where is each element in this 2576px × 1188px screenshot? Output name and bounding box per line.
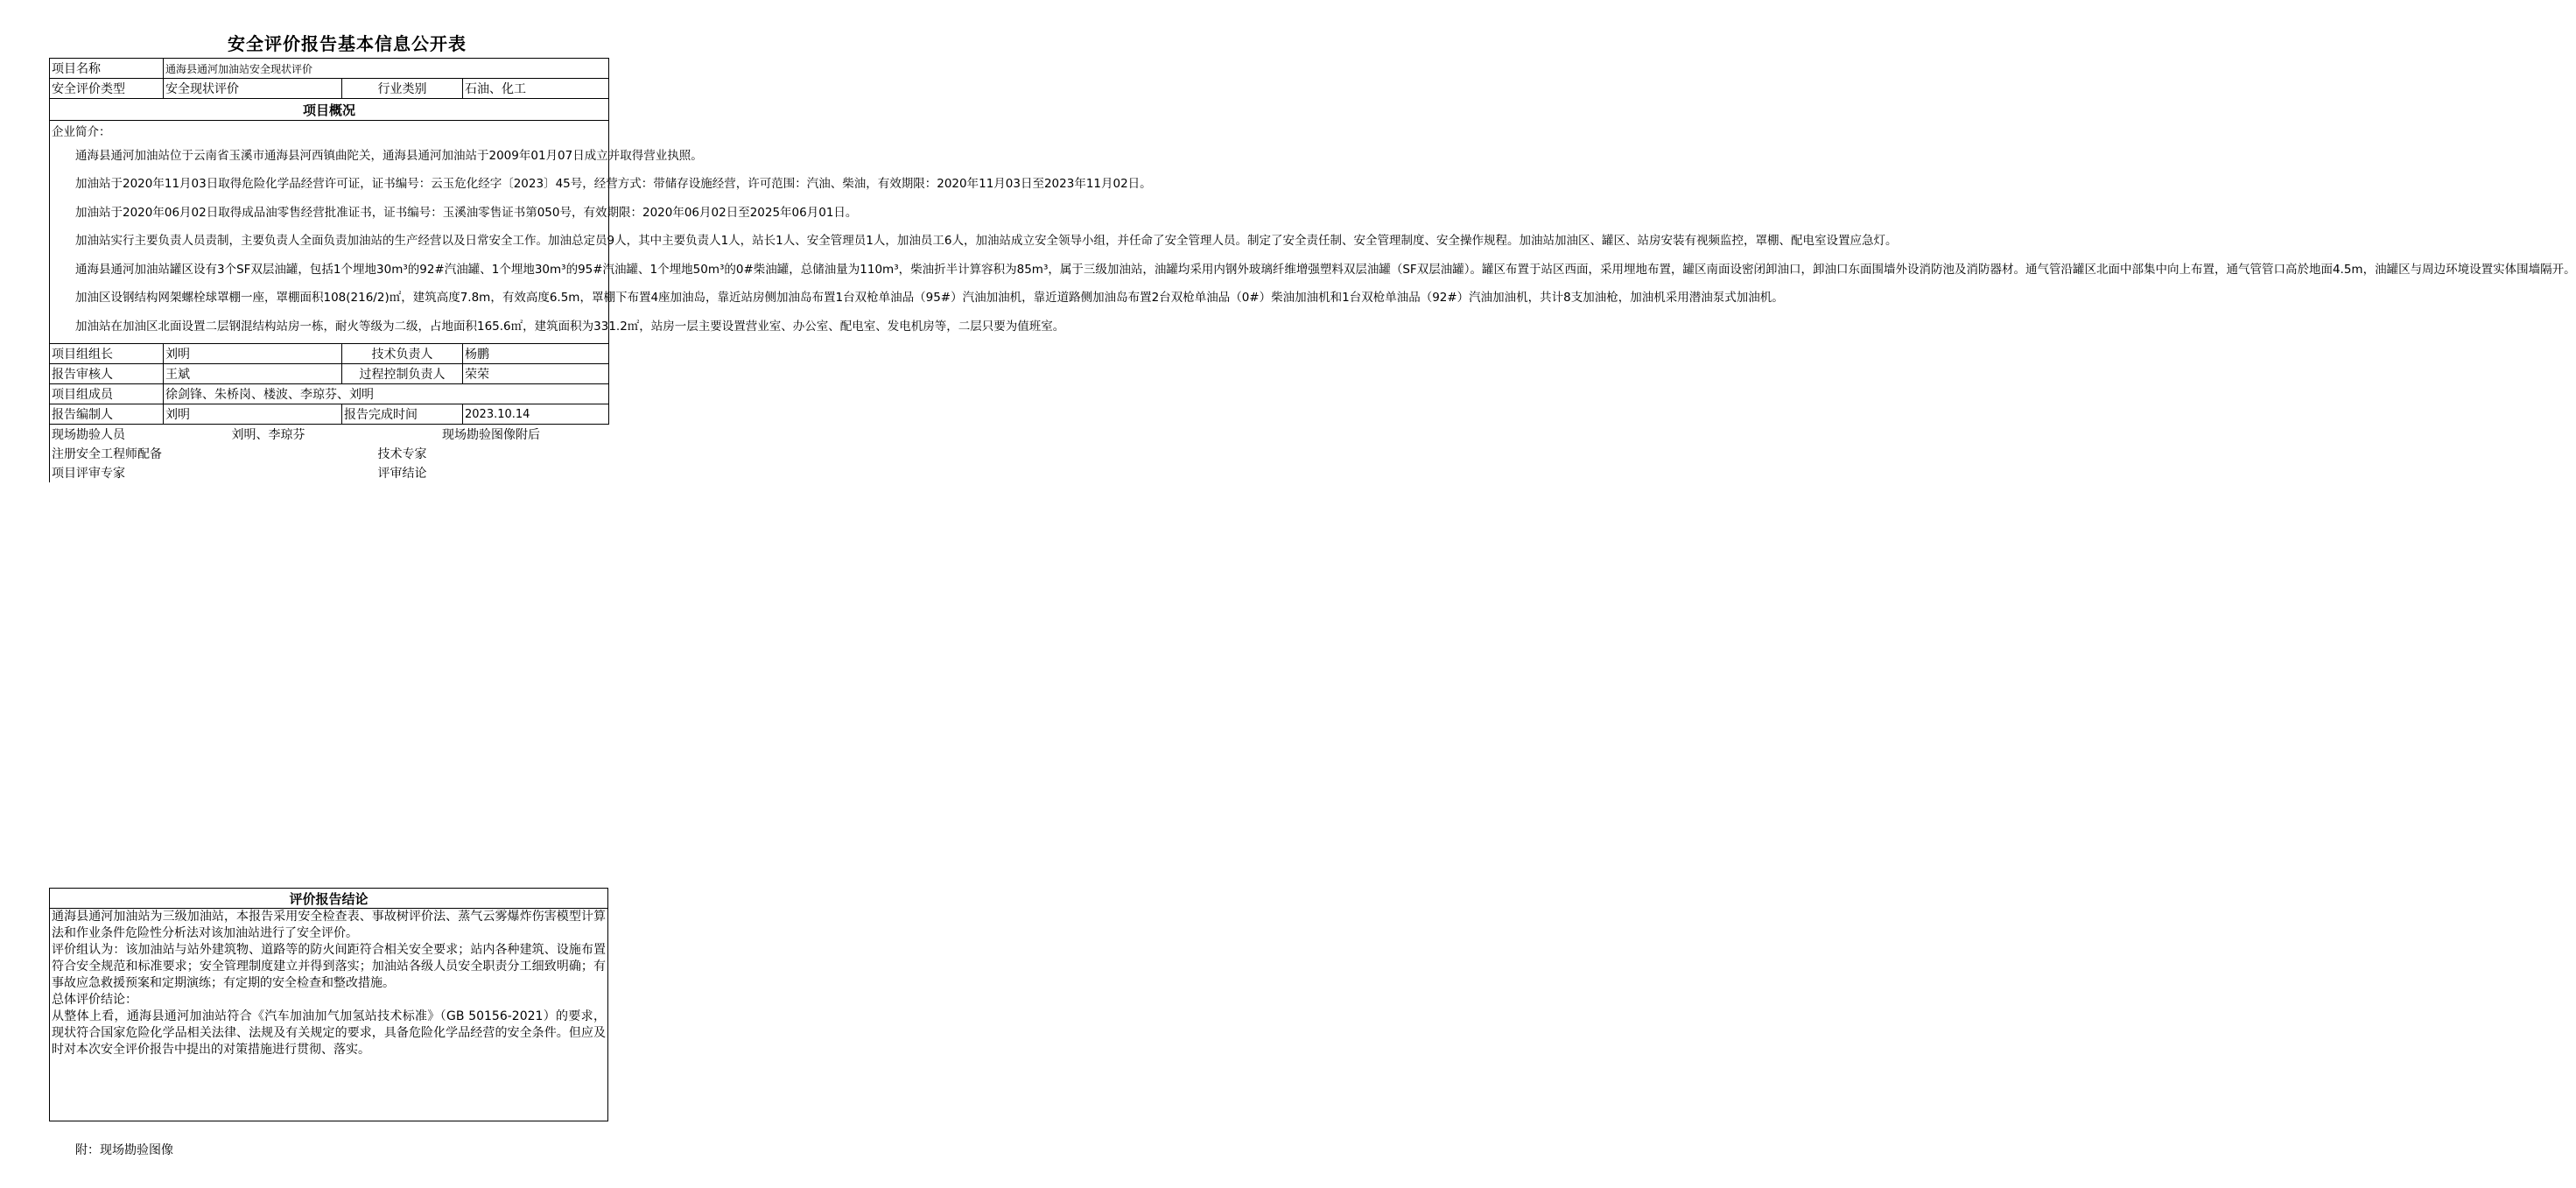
conclusion-paragraph: 评价组认为：该加油站与站外建筑物、道路等的防火间距符合相关安全要求；站内各种建筑、设施布置符合安全规范和标准要求；安全管理制度建立并得到落实；加油站各级人员安全职责分工细致明确；有事故应急救援预案和定期演练；有定期的安全检查和整改措施。 bbox=[52, 943, 606, 990]
conclusion-heading: 评价报告结论 bbox=[50, 889, 608, 909]
page-title: 安全评价报告基本信息公开表 bbox=[228, 33, 467, 54]
overview-paragraph: 加油站于2020年11月03日取得危险化学品经营许可证，证书编号：云玉危化经字〔2023〕45号，经营方式：带储存设施经营，许可范围：汽油、柴油，有效期限：2020年11月03日至2023年11月02日。 bbox=[75, 177, 1152, 191]
overview-paragraph: 加油站在加油区北面设置二层钢混结构站房一栋，耐火等级为二级，占地面积165.6㎡，建筑面积为331.2㎡，站房一层主要设置营业室、办公室、配电室、发电机房等，二层只要为值班室。 bbox=[75, 319, 1065, 334]
leader-label: 项目组组长 bbox=[50, 344, 164, 364]
intro-label: 企业简介： bbox=[52, 125, 111, 139]
compiler-label: 报告编制人 bbox=[50, 404, 164, 425]
industry-label: 行业类别 bbox=[342, 79, 463, 99]
survey-photos: 现场勘验图像附后 bbox=[442, 428, 541, 442]
review-conclusion-label: 评审结论 bbox=[377, 467, 427, 481]
reviewer-label: 报告审核人 bbox=[50, 364, 164, 384]
survey-row bbox=[50, 425, 609, 445]
tech-expert-label: 技术专家 bbox=[377, 447, 427, 461]
compiler-row bbox=[50, 404, 609, 425]
overview-paragraph: 加油区设钢结构网架螺栓球罩棚一座，罩棚面积108(216/2)㎡，建筑高度7.8m，有效高度6.5m，罩棚下布置4座加油岛，靠近站房侧加油岛布置1台双枪单油品（95#）汽油加油机，靠近道路侧加油岛布置2台双枪单油品（0#）柴油加油机和1台双枪单油品（92#）汽油加油机，共计8支加油枪，加油机采用潜油泵式加油机。 bbox=[75, 291, 1784, 305]
process-lead-label: 过程控制负责人 bbox=[342, 364, 463, 384]
overview-paragraph: 通海县通河加油站位于云南省玉溪市通海县河西镇曲陀关，通海县通河加油站于2009年01月07日成立并取得营业执照。 bbox=[75, 148, 703, 163]
overview-paragraph: 加油站于2020年06月02日取得成品油零售经营批准证书，证书编号：玉溪油零售证书第050号，有效期限：2020年06月02日至2025年06月01日。 bbox=[75, 205, 858, 220]
eval-type-value: 安全现状评价 bbox=[164, 79, 342, 99]
eval-type-row bbox=[50, 79, 609, 99]
tech-lead-value: 杨鹏 bbox=[463, 344, 609, 364]
members-label: 项目组成员 bbox=[50, 384, 164, 404]
survey-staff: 刘明、李琼芬 bbox=[231, 428, 305, 442]
basic-info-table bbox=[49, 58, 2576, 482]
project-name-value: 通海县通河加油站安全现状评价 bbox=[164, 59, 609, 79]
engineer-label: 注册安全工程师配备 bbox=[50, 444, 342, 463]
tech-lead-label: 技术负责人 bbox=[342, 344, 463, 364]
compiler-value: 刘明 bbox=[164, 404, 342, 425]
members-value: 徐剑锋、朱桥岗、楼波、李琼芬、刘明 bbox=[164, 384, 609, 404]
review-expert-row bbox=[50, 463, 609, 482]
leader-row bbox=[50, 344, 609, 364]
conclusion-paragraph: 通海县通河加油站为三级加油站，本报告采用安全检查表、事故树评价法、蒸气云雾爆炸伤害模型计算法和作业条件危险性分析法对该加油站进行了安全评价。 bbox=[52, 910, 606, 940]
conclusion-paragraph: 总体评价结论： bbox=[52, 993, 137, 1007]
process-lead-value: 荣荣 bbox=[463, 364, 609, 384]
industry-value: 石油、化工 bbox=[463, 79, 609, 99]
conclusion-body bbox=[50, 909, 608, 1121]
members-row bbox=[50, 384, 609, 404]
overview-heading: 项目概况 bbox=[50, 99, 609, 121]
survey-label: 现场勘验人员 bbox=[50, 425, 164, 445]
engineer-row bbox=[50, 444, 609, 463]
eval-type-label: 安全评价类型 bbox=[50, 79, 164, 99]
leader-value: 刘明 bbox=[164, 344, 342, 364]
conclusion-table bbox=[49, 888, 608, 1121]
reviewer-value: 王斌 bbox=[164, 364, 342, 384]
overview-paragraph: 加油站实行主要负责人员责制，主要负责人全面负责加油站的生产经营以及日常安全工作。加油总定员9人，其中主要负责人1人，站长1人、安全管理员1人，加油员工6人，加油站成立安全领导小组，并任命了安全管理人员。制定了安全责任制、安全管理制度、安全操作规程。加油站加油区、罐区、站房安装有视频监控，罩棚、配电室设置应急灯。 bbox=[75, 234, 1898, 248]
completion-label: 报告完成时间 bbox=[342, 404, 463, 425]
conclusion-paragraph: 从整体上看，通海县通河加油站符合《汽车加油加气加氢站技术标准》（GB 50156-2021）的要求，现状符合国家危险化学品相关法律、法规及有关规定的要求，具备危险化学品经营的安全条件。但应及时对本次安全评价报告中提出的对策措施进行贯彻、落实。 bbox=[52, 1009, 606, 1057]
reviewer-row bbox=[50, 364, 609, 384]
overview-body bbox=[50, 121, 2576, 344]
project-name-label: 项目名称 bbox=[50, 59, 164, 79]
project-name-row bbox=[50, 59, 609, 79]
completion-value: 2023.10.14 bbox=[463, 404, 609, 425]
review-expert-label: 项目评审专家 bbox=[50, 463, 342, 482]
appendix-note: 附：现场勘验图像 bbox=[75, 1143, 173, 1157]
overview-paragraph: 通海县通河加油站罐区设有3个SF双层油罐，包括1个埋地30m³的92#汽油罐、1个埋地30m³的95#汽油罐、1个埋地50m³的0#柴油罐，总储油量为110m³，柴油折半计算容积为85m³，属于三级加油站，油罐均采用内钢外玻璃纤维增强塑料双层油罐（SF双层油罐）。罐区布置于站区西面，采用埋地布置，罐区南面设密闭卸油口，卸油口东面围墙外设消防池及消防器材。通气管沿罐区北面中部集中向上布置，通气管管口高於地面4.5m，油罐区与周边环境设置实体围墙隔开。 bbox=[75, 262, 2576, 277]
